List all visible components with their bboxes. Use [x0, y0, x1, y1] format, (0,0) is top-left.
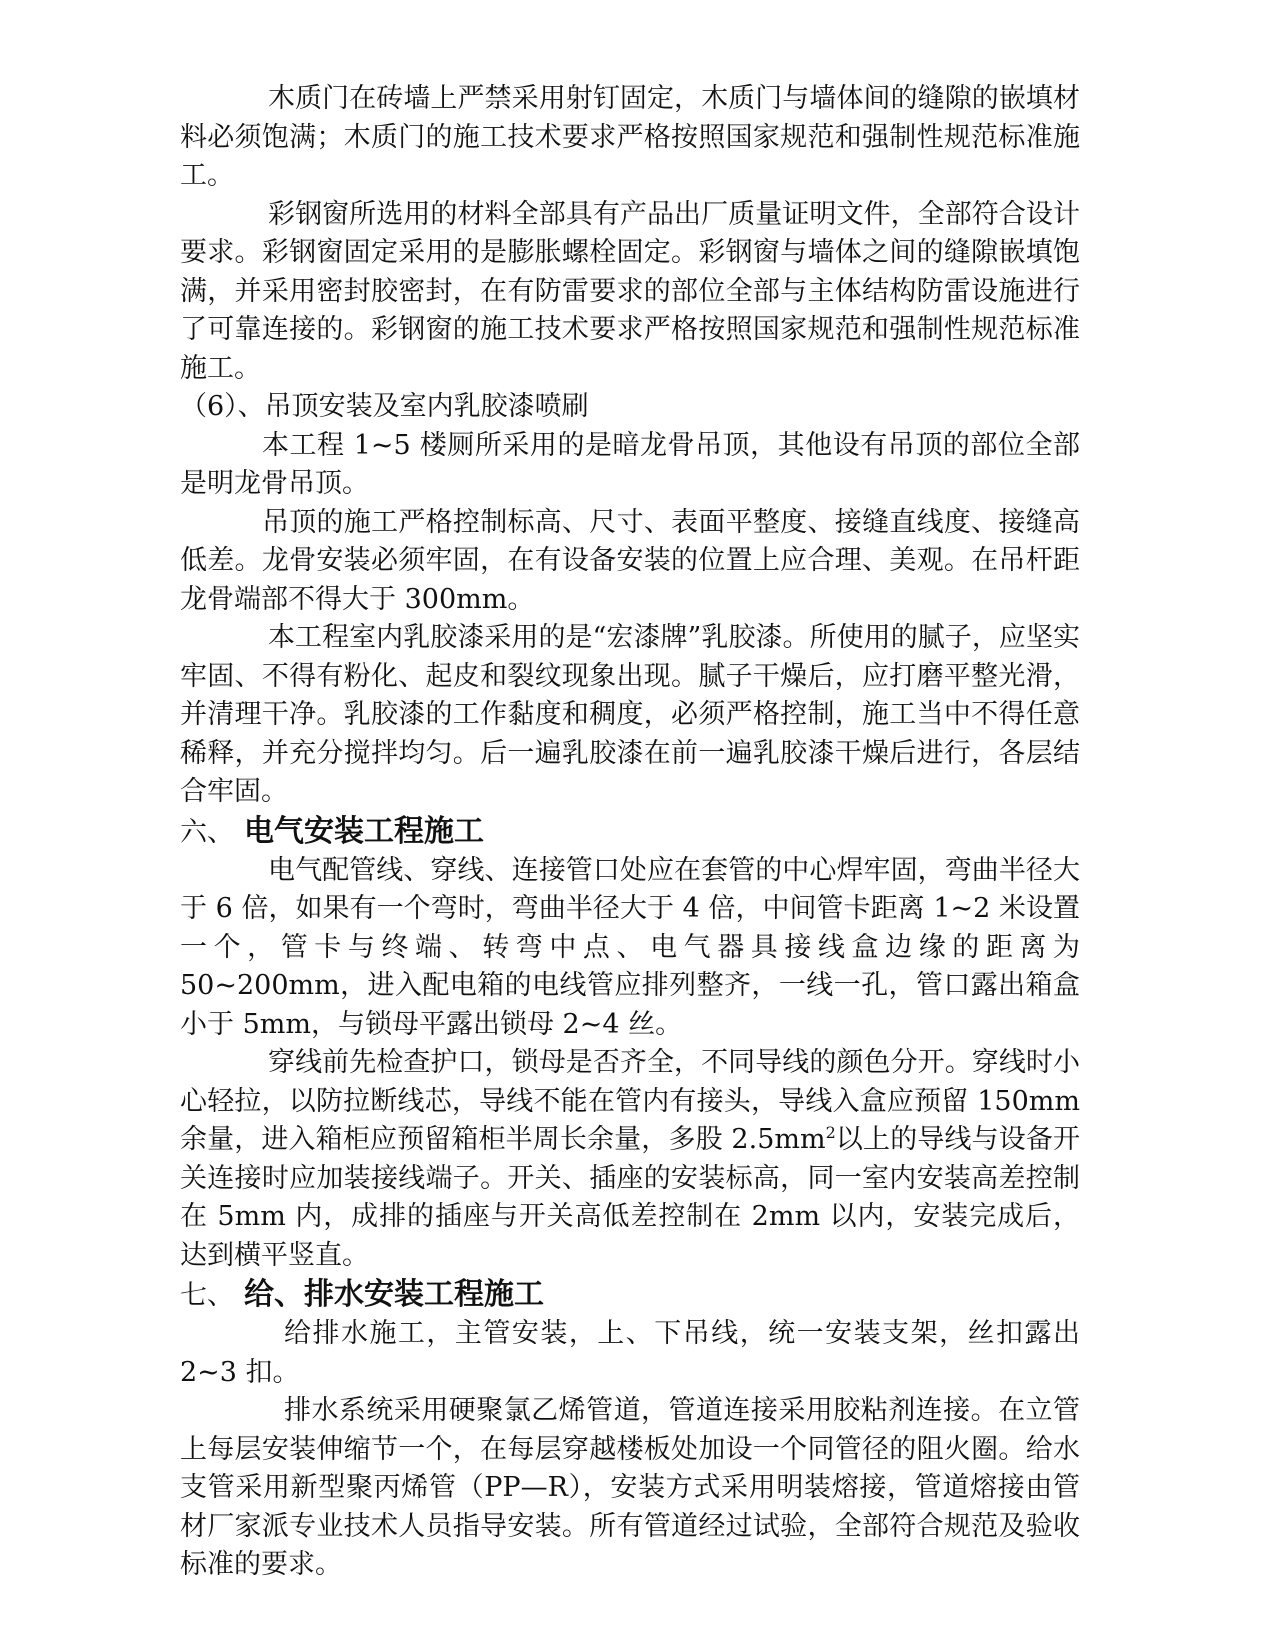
section-title: 电气安装工程施工	[244, 813, 484, 849]
section-heading-plumbing	[180, 1275, 1080, 1315]
paragraph-wiring-part2: 以上的导线与设备开关连接时应加装接线端子。开关、插座的安装标高，同一室内安装高差控制在 5mm 内，成排的插座与开关高低差控制在 2mm 以内，安装完成后，达到横平竖直。	[180, 1124, 1081, 1271]
section-title: 给、排水安装工程施工	[244, 1277, 544, 1312]
paragraph-steel-window: 彩钢窗所选用的材料全部具有产品出厂质量证明文件，全部符合设计要求。彩钢窗固定采用的是膨胀螺栓固定。彩钢窗与墙体之间的缝隙嵌填饱满，并采用密封胶密封，在有防雷要求的部位全部与主体结构防雷设施进行了可靠连接的。彩钢窗的施工技术要求严格按照国家规范和强制性规范标准施工。	[180, 198, 1080, 384]
superscript: 2	[825, 1123, 836, 1142]
section-number: 七、	[180, 1280, 234, 1311]
paragraph-wiring-part1: 穿线前先检查护口，锁母是否齐全，不同导线的颜色分开。穿线时小心轻拉，以防拉断线芯，导线不能在管内有接头，导线入盒应预留 150mm 余量，进入箱柜应预留箱柜半周长余量，多股 2.5mm	[180, 1047, 1080, 1155]
paragraph-drainage: 排水系统采用硬聚氯乙烯管道，管道连接采用胶粘剂连接。在立管上每层安装伸缩节一个，在每层穿越楼板处加设一个同管径的阻火圈。给水支管采用新型聚丙烯管（PP—R），安装方式采用明装熔接，管道熔接由管材厂家派专业技术人员指导安装。所有管道经过试验，全部符合规范及验收标准的要求。	[180, 1395, 1080, 1580]
paragraph-wiring	[180, 1044, 1080, 1275]
paragraph-ceiling-construction: 吊顶的施工严格控制标高、尺寸、表面平整度、接缝直线度、接缝高低差。龙骨安装必须牢固，在有设备安装的位置上应合理、美观。在吊杆距龙骨端部不得大于 300mm。	[180, 506, 1080, 615]
paragraph-ceiling-type: 本工程 1~5 楼厕所采用的是暗龙骨吊顶，其他设有吊顶的部位全部是明龙骨吊顶。	[180, 429, 1080, 499]
paragraph-wooden-door: 木质门在砖墙上严禁采用射钉固定，木质门与墙体间的缝隙的嵌填材料必须饱满；木质门的施工技术要求严格按照国家规范和强制性规范标准施工。	[180, 83, 1080, 191]
section-heading-electrical	[180, 812, 1080, 852]
section-number: 六、	[180, 816, 234, 848]
paragraph-conduit: 电气配管线、穿线、连接管口处应在套管的中心焊牢固，弯曲半径大于 6 倍，如果有一个弯时，弯曲半径大于 4 倍，中间管卡距离 1~2 米设置一个，管卡与终端、转弯中点、电气器具接线盒边缘的距离为 50~200mm，进入配电箱的电线管应排列整齐，一线一孔，管口露出箱盒小于 5mm，与锁母平露出锁母 2~4 丝。	[180, 854, 1080, 1040]
document-page	[180, 80, 1080, 1585]
subheading-ceiling: （6）、吊顶安装及室内乳胶漆喷刷	[180, 391, 589, 422]
paragraph-latex-paint: 本工程室内乳胶漆采用的是“宏漆牌”乳胶漆。所使用的腻子，应坚实牢固、不得有粉化、起皮和裂纹现象出现。腻子干燥后，应打磨平整光滑，并清理干净。乳胶漆的工作黏度和稠度，必须严格控制，施工当中不得任意稀释，并充分搅拌均匀。后一遍乳胶漆在前一遍乳胶漆干燥后进行，各层结合牢固。	[180, 622, 1080, 807]
paragraph-plumbing-main: 给排水施工，主管安装，上、下吊线，统一安装支架，丝扣露出 2~3 扣。	[180, 1318, 1080, 1388]
